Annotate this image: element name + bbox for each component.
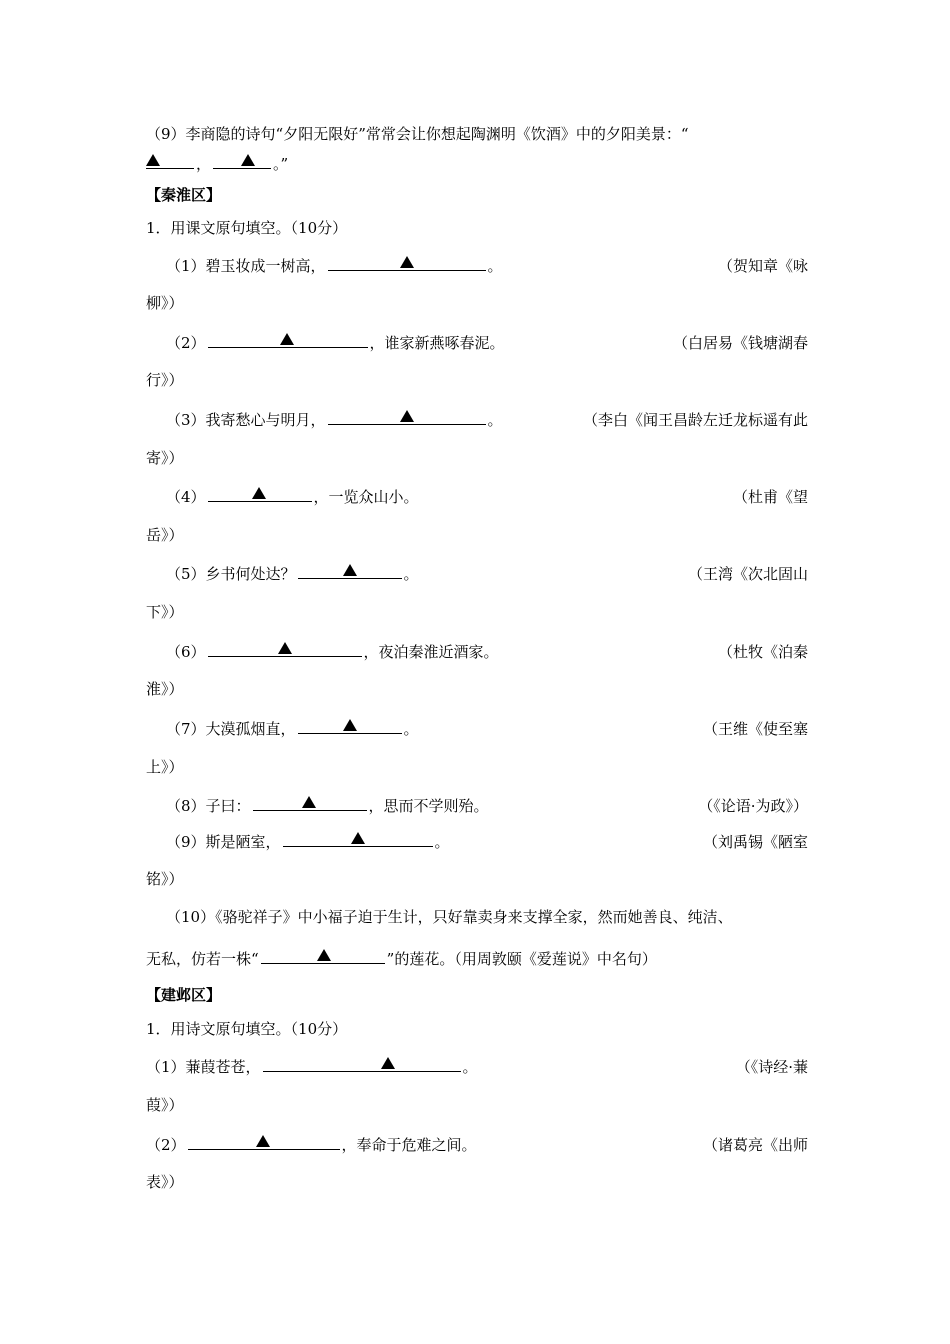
answer-blank[interactable] [298, 562, 402, 579]
source-attribution: （白居易《钱塘湖春 [672, 334, 808, 352]
source-continuation: 岳》） [146, 526, 184, 544]
item-prefix: 无私，仿若一株“ [146, 950, 259, 968]
answer-blank[interactable] [261, 947, 385, 964]
source-attribution: （王维《使至塞 [702, 720, 808, 738]
answer-blank[interactable] [208, 331, 368, 348]
answer-blank[interactable] [328, 254, 486, 271]
answer-blank[interactable] [188, 1133, 340, 1150]
answer-blank[interactable] [146, 152, 194, 169]
question-title-jianye: 1．用诗文原句填空。（10分） [146, 1020, 348, 1038]
triangle-icon [241, 154, 255, 166]
answer-blank[interactable] [298, 717, 402, 734]
source-continuation: 下》） [146, 603, 184, 621]
source-attribution: （贺知章《咏 [717, 257, 808, 275]
triangle-icon [400, 256, 414, 268]
source-attribution: （《论语·为政》） [698, 797, 808, 815]
answer-blank[interactable] [253, 794, 367, 811]
section-header-jianye: 【建邺区】 [146, 986, 222, 1004]
triangle-icon [400, 410, 414, 422]
source-continuation: 行》） [146, 371, 184, 389]
answer-blank[interactable] [208, 485, 312, 502]
fill-item-2 [166, 331, 808, 353]
fill-item-3 [166, 408, 808, 430]
intro-line-2 [146, 152, 808, 174]
triangle-icon [351, 832, 365, 844]
fill-item-6 [166, 640, 808, 662]
triangle-icon [278, 642, 292, 654]
answer-blank[interactable] [283, 830, 433, 847]
item-suffix: ，思而不学则殆。 [368, 797, 489, 815]
source-attribution: （诸葛亮《出师 [702, 1136, 808, 1154]
source-continuation: 淮》） [146, 680, 184, 698]
item-suffix: 。 [403, 720, 419, 738]
fill-item-8 [166, 794, 808, 816]
item-prefix: （9）斯是陋室， [166, 833, 281, 851]
item-prefix: （2） [166, 334, 206, 352]
item-suffix: 。 [462, 1058, 478, 1076]
fill-item-10-line-1: （10）《骆驼祥子》中小福子迫于生计，只好靠卖身来支撑全家，然而她善良、纯洁、 [166, 908, 733, 926]
source-continuation: 铭》） [146, 870, 184, 888]
item-prefix: （8）子曰： [166, 797, 251, 815]
triangle-icon [280, 333, 294, 345]
question-title-qinhuai: 1．用课文原句填空。（10分） [146, 219, 348, 237]
fill-item-7 [166, 717, 808, 739]
triangle-icon [317, 949, 331, 961]
item-prefix: （2） [146, 1136, 186, 1154]
source-attribution: （杜牧《泊秦 [717, 643, 808, 661]
source-continuation: 表》） [146, 1173, 184, 1191]
source-attribution: （刘禹锡《陋室 [702, 833, 808, 851]
fill-item-9 [166, 830, 808, 852]
item-prefix: （1）蒹葭苍苍， [146, 1058, 261, 1076]
item-suffix: 。 [487, 257, 503, 275]
fill-item-1 [166, 254, 808, 276]
item-prefix: （7）大漠孤烟直， [166, 720, 296, 738]
item-suffix: 。 [487, 411, 503, 429]
triangle-icon [343, 564, 357, 576]
item-suffix: 。 [403, 565, 419, 583]
triangle-icon [146, 154, 160, 166]
source-attribution: （李白《闻王昌龄左迁龙标遥有此 [582, 411, 808, 429]
section-header-qinhuai: 【秦淮区】 [146, 186, 222, 204]
answer-blank[interactable] [213, 152, 271, 169]
item-prefix: （5）乡书何处达？ [166, 565, 296, 583]
source-attribution: （杜甫《望 [732, 488, 808, 506]
triangle-icon [381, 1057, 395, 1069]
triangle-icon [256, 1135, 270, 1147]
source-continuation: 寄》） [146, 449, 184, 467]
fill-item-jianye-2 [146, 1133, 808, 1155]
answer-blank[interactable] [328, 408, 486, 425]
item-prefix: （4） [166, 488, 206, 506]
intro-text: （9）李商隐的诗句“夕阳无限好”常常会让你想起陶渊明《饮酒》中的夕阳美景：“ [146, 125, 689, 143]
fill-item-jianye-1 [146, 1055, 808, 1077]
fill-item-4 [166, 485, 808, 507]
answer-blank[interactable] [263, 1055, 461, 1072]
item-suffix: ”的莲花。（用周敦颐《爱莲说》中名句） [386, 950, 657, 968]
triangle-icon [252, 487, 266, 499]
answer-blank[interactable] [208, 640, 362, 657]
fill-item-5 [166, 562, 808, 584]
item-suffix: ，奉命于危难之间。 [341, 1136, 477, 1154]
item-prefix: （3）我寄愁心与明月， [166, 411, 326, 429]
comma: ， [196, 155, 212, 173]
source-attribution: （王湾《次北固山 [687, 565, 808, 583]
source-continuation: 葭》） [146, 1096, 184, 1114]
item-prefix: （6） [166, 643, 206, 661]
item-suffix: ，一览众山小。 [313, 488, 419, 506]
item-prefix: （1）碧玉妆成一树高， [166, 257, 326, 275]
source-attribution: （《诗经·蒹 [735, 1058, 808, 1076]
item-suffix: ，夜泊秦淮近酒家。 [363, 643, 499, 661]
triangle-icon [343, 719, 357, 731]
triangle-icon [302, 796, 316, 808]
item-suffix: 。 [434, 833, 450, 851]
intro-line-1 [146, 124, 808, 144]
source-continuation: 柳》） [146, 294, 184, 312]
fill-item-10-line-2 [146, 947, 808, 969]
source-continuation: 上》） [146, 758, 184, 776]
closing-quote: 。” [273, 155, 289, 173]
item-suffix: ，谁家新燕啄春泥。 [369, 334, 505, 352]
